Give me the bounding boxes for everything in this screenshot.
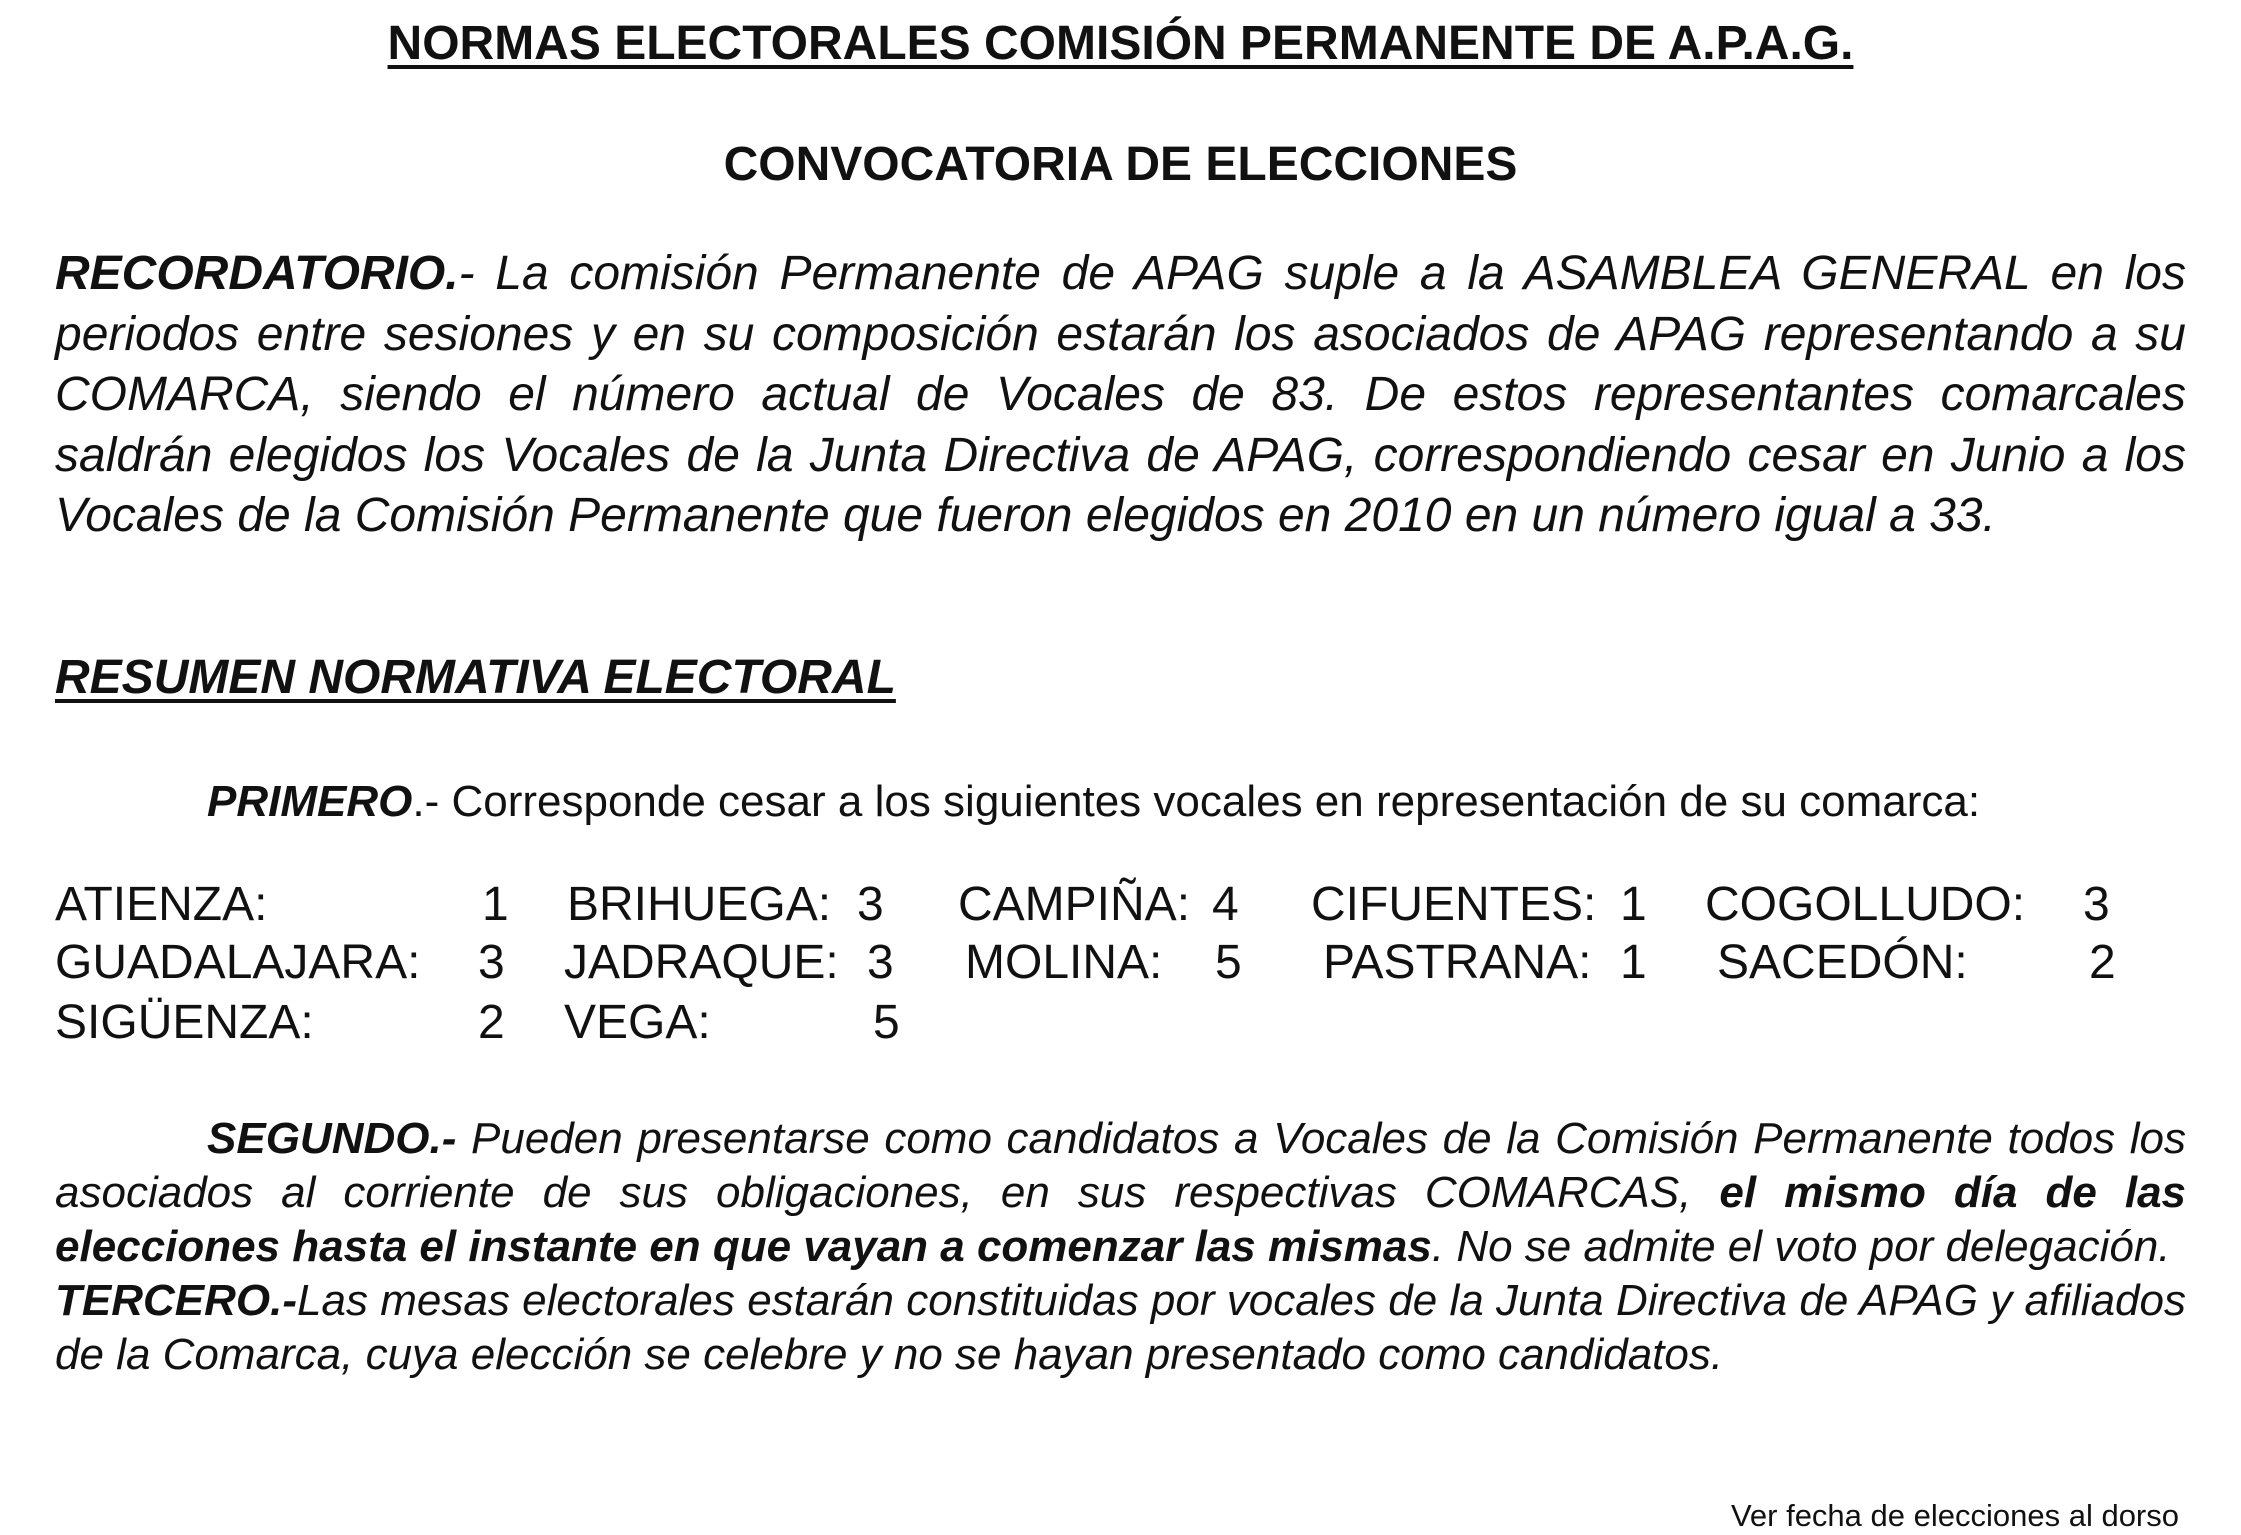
tercero-text: Las mesas electorales estarán constituidas por vocales de la Junta Directiva de APAG y afiliados de la Comarca, cuya elección se celebre y no se hayan presentado como candidatos. [55, 1276, 2186, 1379]
comarca-name: PASTRANA: [1323, 936, 1592, 989]
comarca-count: 5 [873, 996, 900, 1049]
comarca-name: SIGÜENZA: [55, 996, 314, 1049]
footer-note: Ver fecha de elecciones al dorso [1730, 1498, 2179, 1533]
primero-paragraph [207, 777, 1980, 827]
comarca-name: JADRAQUE: [564, 936, 839, 989]
document-title: NORMAS ELECTORALES COMISIÓN PERMANENTE DE A.P.A.G. [387, 17, 1854, 70]
comarca-count: 4 [1212, 878, 1239, 931]
comarca-count: 2 [478, 996, 505, 1049]
comarca-name: GUADALAJARA: [55, 936, 421, 989]
comarca-count: 3 [857, 878, 884, 931]
comarca-name: CAMPIÑA: [958, 878, 1191, 931]
comarca-count: 3 [2083, 878, 2110, 931]
primero-text: .- Corresponde cesar a los siguientes vocales en representación de su comarca: [412, 777, 1981, 826]
comarca-name: VEGA: [564, 996, 711, 1049]
segundo-lead: SEGUNDO.- [207, 1114, 457, 1163]
comarca-count: 1 [1620, 936, 1647, 989]
comarca-name: BRIHUEGA: [567, 878, 832, 931]
tercero-paragraph [55, 1274, 2186, 1382]
segundo-paragraph [55, 1112, 2186, 1274]
segundo-text: Pueden presentarse como candidatos a Vocales de la Comisión Permanente todos los asociados al corriente de sus obligaciones, en sus respectivas COMARCAS, [55, 1114, 2186, 1217]
comarca-name: ATIENZA: [55, 878, 268, 931]
comarca-count: 3 [867, 936, 894, 989]
comarca-name: CIFUENTES: [1311, 878, 1597, 931]
comarca-name: SACEDÓN: [1717, 936, 1968, 989]
segundo-emphasis: el mismo día de las elecciones hasta el instante en que vayan a comenzar las mismas [55, 1168, 2187, 1271]
segundo-text-end: . No se admite el voto por delegación. [1431, 1222, 2171, 1271]
recordatorio-text: - La comisión Permanente de APAG suple a la ASAMBLEA GENERAL en los periodos entre sesiones y en su composición estarán los asociados de APAG representando a su COMARCA, siendo el número actual de Vocales de 83. De estos representantes comarcales saldrán elegidos los Vocales de la Junta Directiva de APAG, correspondiendo cesar en Junio a los Vocales de la Comisión Permanente que fueron elegidos en 2010 en un número igual a 33. [55, 247, 2186, 542]
comarca-name: MOLINA: [965, 936, 1163, 989]
tercero-lead: TERCERO.- [55, 1276, 297, 1325]
recordatorio-paragraph [55, 244, 2186, 547]
comarca-name: COGOLLUDO: [1705, 878, 2026, 931]
comarca-count: 1 [1620, 878, 1647, 931]
comarca-count: 2 [2089, 936, 2116, 989]
recordatorio-lead: RECORDATORIO. [55, 247, 459, 300]
section-heading: RESUMEN NORMATIVA ELECTORAL [55, 651, 896, 704]
comarca-count: 1 [482, 878, 509, 931]
primero-lead: PRIMERO [207, 777, 413, 826]
comarca-count: 5 [1215, 936, 1242, 989]
comarcas-list [55, 877, 2186, 1067]
document-subtitle: CONVOCATORIA DE ELECCIONES [723, 138, 1518, 191]
comarca-count: 3 [478, 936, 505, 989]
